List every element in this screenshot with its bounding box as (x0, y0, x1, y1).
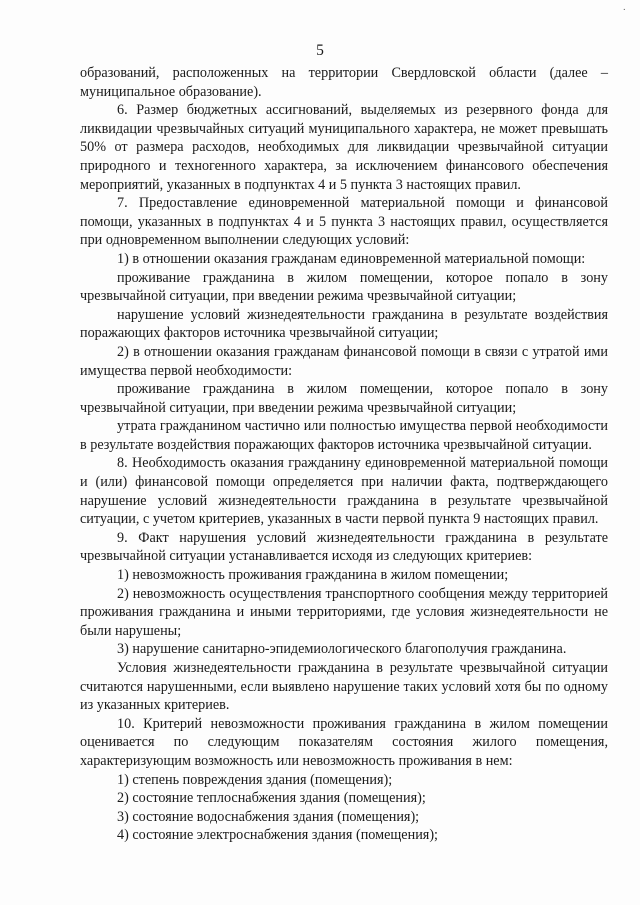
paragraph: 1) степень повреждения здания (помещения); (117, 771, 393, 788)
paragraph: утрата гражданином частично или полностью имущества первой необходимости в результате воздействия поражающих факторов источника чрезвычайной ситуации. (80, 418, 608, 453)
paragraph: проживание гражданина в жилом помещении, которое попало в зону чрезвычайной ситуации, при введении режима чрезвычайной ситуации; (80, 269, 608, 305)
paragraph: 2) невозможность осуществления транспортного сообщения между территорией проживания гражданина и иными территориями, где условия жизнедеятельности не были нарушены; (80, 585, 608, 639)
paragraph: 4) состояние электроснабжения здания (помещения); (117, 827, 438, 844)
paragraph: 1) в отношении оказания гражданам единовременной материальной помощи: (117, 250, 586, 267)
page-number: 5 (316, 42, 324, 59)
paragraph: 3) нарушение санитарно-эпидемиологического благополучия гражданина. (117, 641, 567, 658)
paragraph: образований, расположенных на территории Свердловской области (далее – муниципальное образование). (80, 65, 608, 100)
paragraph: 2) в отношении оказания гражданам финансовой помощи в связи с утратой ими имущества первой необходимости: (80, 343, 608, 379)
paragraph: 7. Предоставление единовременной материальной помощи и финансовой помощи, указанных в подпунктах 4 и 5 пункта 3 настоящих правил, осуществляется при одновременном выполнении следующих условий: (80, 195, 608, 249)
paragraph: 10. Критерий невозможности проживания гражданина в жилом помещении оценивается по следующим показателям состояния жилого помещения, характеризующим возможность или невозможность проживания в нем: (80, 715, 608, 769)
paragraph: Условия жизнедеятельности гражданина в результате чрезвычайной ситуации считаются нарушенными, если выявлено нарушение таких условий хотя бы по одному из указанных критериев. (80, 660, 608, 714)
document-body (80, 64, 608, 845)
paragraph: проживание гражданина в жилом помещении, которое попало в зону чрезвычайной ситуации, при введении режима чрезвычайной ситуации; (80, 381, 608, 416)
paragraph: нарушение условий жизнедеятельности гражданина в результате воздействия поражающих факторов источника чрезвычайной ситуации; (80, 306, 608, 342)
paragraph: 1) невозможность проживания гражданина в жилом помещении; (117, 567, 509, 584)
paragraph: 8. Необходимость оказания гражданину единовременной материальной помощи и (или) финансовой помощи определяется при наличии факта, подтверждающего нарушение условий жизнедеятельности гражданина в результате чрезвычайной ситуации, с учетом критериев, указанных в части первой пункта 9 настоящих правил. (80, 455, 608, 528)
paragraph: 9. Факт нарушения условий жизнедеятельности гражданина в результате чрезвычайной ситуации устанавливается исходя из следующих критериев: (80, 529, 608, 565)
paragraph: 2) состояние теплоснабжения здания (помещения); (117, 790, 426, 807)
paragraph: 3) состояние водоснабжения здания (помещения); (117, 808, 420, 825)
paragraph: 6. Размер бюджетных ассигнований, выделяемых из резервного фонда для ликвидации чрезвычайных ситуаций муниципального характера, не может превышать 50% от размера расходов, необходимых для ликвидации чрезвычайной ситуации природного и техногенного характера, за исключением финансового обеспечения мероприятий, указанных в подпунктах 4 и 5 пункта 3 настоящих правил. (80, 102, 608, 193)
corner-mark: · (622, 4, 626, 15)
